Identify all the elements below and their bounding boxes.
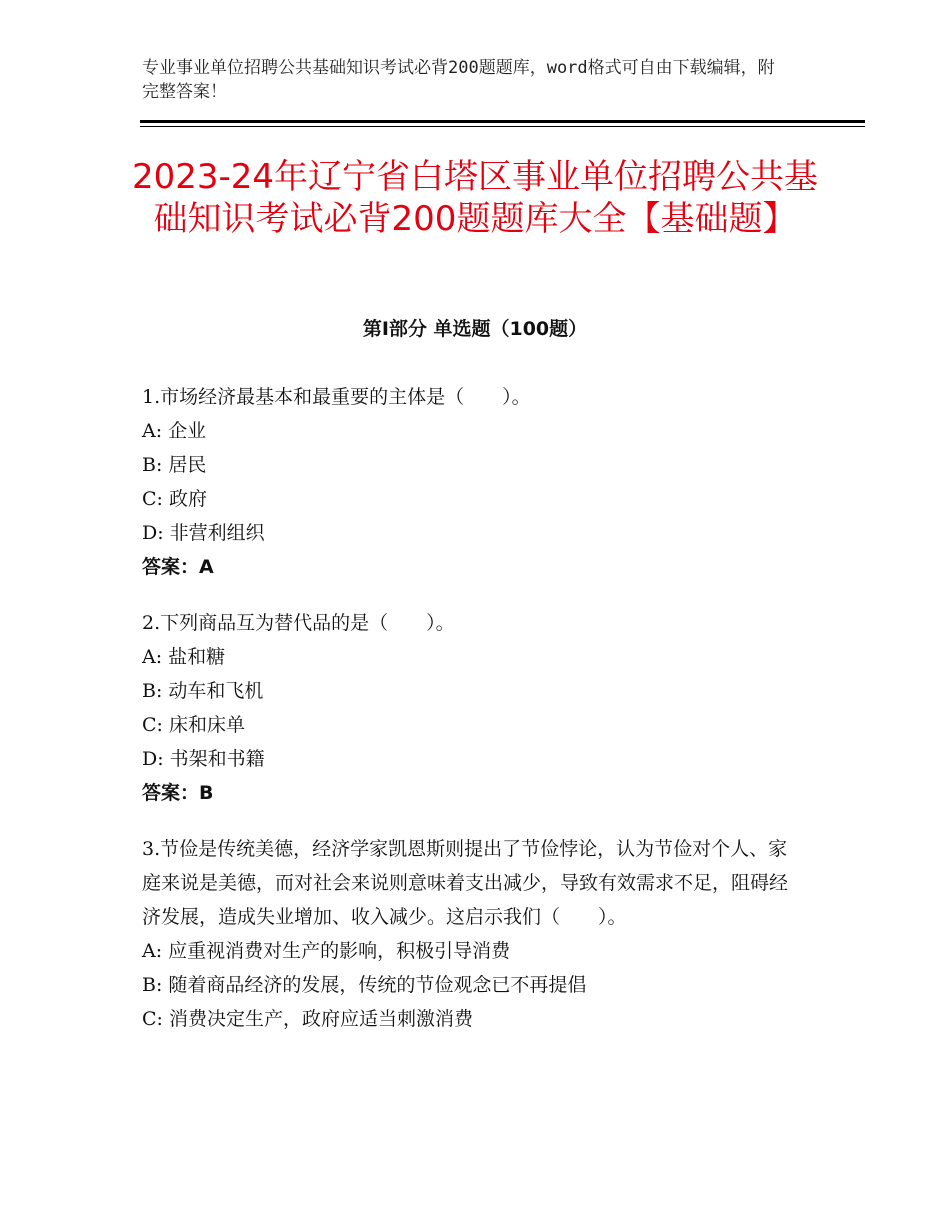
option-c: C: 政府 [142, 488, 207, 510]
option-c: C: 消费决定生产，政府应适当刺激消费 [142, 1008, 473, 1030]
option-b: B: 随着商品经济的发展，传统的节俭观念已不再提倡 [142, 974, 587, 996]
question-stem: 3.节俭是传统美德，经济学家凯恩斯则提出了节俭悖论，认为节俭对个人、家庭来说是美德，而对社会来说则意味着支出减少，导致有效需求不足，阻碍经济发展，造成失业增加、收入减少。这启示我们（ ）。 [142, 838, 789, 928]
header-rule-thin [140, 126, 865, 127]
answer: 答案：B [142, 782, 214, 804]
question-list [142, 380, 802, 1058]
question-2 [142, 606, 802, 810]
option-a: A: 盐和糖 [142, 646, 226, 668]
option-b: B: 居民 [142, 454, 207, 476]
question-1 [142, 380, 802, 584]
section-title: 第Ⅰ部分 单选题（100题） [362, 318, 588, 340]
option-d: D: 非营利组织 [142, 522, 265, 544]
page-header: 专业事业单位招聘公共基础知识考试必背200题题库，word格式可自由下载编辑，附完整答案！ [142, 58, 775, 102]
question-stem: 2.下列商品互为替代品的是（ ）。 [142, 612, 455, 634]
option-a: A: 应重视消费对生产的影响，积极引导消费 [142, 940, 511, 962]
question-3 [142, 832, 802, 1036]
option-b: B: 动车和飞机 [142, 680, 264, 702]
option-a: A: 企业 [142, 420, 207, 442]
answer: 答案：A [142, 556, 214, 578]
document-title: 2023-24年辽宁省白塔区事业单位招聘公共基础知识考试必背200题题库大全【基础题】 [131, 157, 819, 239]
question-stem: 1.市场经济最基本和最重要的主体是（ ）。 [142, 386, 531, 408]
option-d: D: 书架和书籍 [142, 748, 265, 770]
header-rule-thick [140, 120, 865, 123]
option-c: C: 床和床单 [142, 714, 245, 736]
